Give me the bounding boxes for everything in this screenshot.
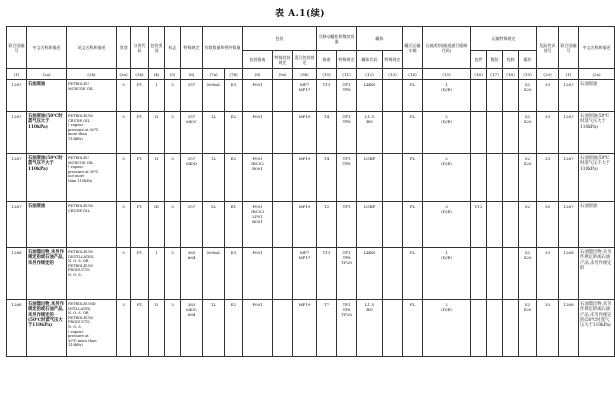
header-vehicle: 罐式运输车辆 [403,27,423,69]
header-hazard-id: 危险性识别号 [537,27,559,69]
column-code: (3a) [117,69,131,80]
en-name-cell: PETROLEUM DISTILLATES, N. O. S. OR PETROLEUM PRODUCTS, N. O. S. [67,248,117,300]
cn-name-cell: 石油原油 [27,80,67,112]
sp-packages-cell [471,154,487,202]
table-row [7,300,615,357]
packing-instruction-cell: P001 [243,248,273,300]
portable-tank-instruction-cell: T4 [317,154,337,202]
sp-loading-cell [503,248,519,300]
classification-code-cell: F1 [131,80,149,112]
column-code: (12) [357,69,383,80]
packing-group-cell: III [149,202,165,248]
sp-loading-cell [503,300,519,357]
mixed-packing-cell: MP19 [293,202,317,248]
sp-packages-cell [471,248,487,300]
special-provisions-cell: 357 [181,202,203,248]
vehicle-cell: FL [403,154,423,202]
table-row [7,154,615,202]
table-row [7,112,615,154]
portable-tank-special-cell: TP1 TP8 [337,112,357,154]
tank-code-cell: L1.5 BN [357,300,383,357]
header-tank-special: 特殊规定 [383,51,403,69]
column-code: (8) [243,69,273,80]
column-code: (6) [181,69,203,80]
header-sp-loading: 装卸 [503,51,519,69]
un-no-cell: 1268 [7,248,27,300]
cn-name-right-cell: 石油原油 [579,202,615,248]
sp-loading-cell [503,202,519,248]
un-no-cell: 1267 [7,80,27,112]
cn-name-cell: 石油原油 [27,202,67,248]
un-no-right-cell: 1267 [559,112,579,154]
un-no-cell: 1267 [7,202,27,248]
packing-group-cell: II [149,300,165,357]
header-transport-category: 运输类别(隧道通行限制代码) [423,27,471,69]
tank-code-cell: L4BN [357,248,383,300]
mixed-packing-cell: MP19 [293,154,317,202]
portable-tank-special-cell: TP1 [337,202,357,248]
header-en-name: 英文名称和描述 [67,27,117,69]
header-packaging: 包装 [243,27,317,51]
column-code: (14) [403,69,423,80]
column-code: (18) [503,69,519,80]
en-name-cell: PETROLEUM CRUDE OIL [67,202,117,248]
header-sp-bulk: 散装 [487,51,503,69]
un-no-right-cell: 1268 [559,248,579,300]
cn-name-right-cell: 石油馏出物,未另作规定的或石油产品,未另作规定的 [579,248,615,300]
column-code: (1) [559,69,579,80]
un-no-right-cell: 1267 [559,80,579,112]
label-cell: 3 [165,300,181,357]
excepted-quantity-cell: E2 [225,300,243,357]
transport-category-cell: 1 (D/E) [423,248,471,300]
label-cell: 3 [165,248,181,300]
table-row [7,248,615,300]
cn-name-cell: 石油原油(50℃时蒸气压大于110kPa) [27,112,67,154]
sp-loading-cell [503,112,519,154]
special-provisions-cell: 363 640C 664 [181,300,203,357]
un-no-cell: 1267 [7,154,27,202]
special-provisions-cell: 357 640C [181,112,203,154]
sp-loading-cell [503,154,519,202]
limited-quantity-cell: 500mL [203,248,225,300]
hazard-id-cell: 33 [537,300,559,357]
un-no-right-cell: 1267 [559,154,579,202]
column-code: (11) [337,69,357,80]
header-class: 类别 [117,27,131,69]
hazard-id-cell: 30 [537,202,559,248]
portable-tank-instruction-cell: T7 [317,300,337,357]
class-cell: 3 [117,300,131,357]
special-provisions-cell: 357 [181,80,203,112]
sp-packages-cell [471,112,487,154]
transport-category-cell: 1 (D/E) [423,80,471,112]
tank-special-cell [383,154,403,202]
table-title: 表 A.1(续) [274,9,326,19]
hazard-id-cell: 33 [537,112,559,154]
header-pack-special: 特殊包装规定 [273,51,293,69]
un-no-right-cell: 1267 [559,202,579,248]
column-code: (2a) [27,69,67,80]
un-no-cell: 1268 [7,300,27,357]
column-code: (2a) [579,69,615,80]
portable-tank-instruction-cell: T4 [317,112,337,154]
header-classification-code: 分类代码 [131,27,149,69]
header-sp-operation: 操作 [519,51,537,69]
classification-code-cell: F1 [131,300,149,357]
dangerous-goods-table [6,26,615,357]
tank-special-cell [383,300,403,357]
sp-operation-cell: S2 S20 [519,248,537,300]
column-code: (19) [519,69,537,80]
un-no-cell: 1267 [7,112,27,154]
column-code: (16) [471,69,487,80]
column-code: (15) [423,69,471,80]
packing-group-cell: II [149,154,165,202]
packing-instruction-cell: P001 [243,80,273,112]
mixed-packing-cell: MP7 MP17 [293,248,317,300]
en-name-cell: PETROLEU MCRUDE OIL [67,80,117,112]
table-row [7,202,615,248]
tank-special-cell [383,248,403,300]
column-code: (20) [537,69,559,80]
cn-name-right-cell: 石油原油(50℃时蒸气压大于110kPa) [579,112,615,154]
sp-operation-cell: S2 S20 [519,112,537,154]
excepted-quantity-cell: E3 [225,248,243,300]
un-no-right-cell: 1268 [559,300,579,357]
tank-code-cell: LGBF [357,154,383,202]
vehicle-cell: FL [403,112,423,154]
classification-code-cell: F1 [131,154,149,202]
transport-category-cell: 2 (D/E) [423,300,471,357]
header-un-no: 联合国编号 [7,27,27,69]
header-special-transport: 运输特殊规定 [471,27,537,51]
cn-name-cell: 石油馏出物,未另作规定的或石油产品,未另作规定的(50℃时蒸气压大于110kPa) [27,300,67,357]
sp-bulk-cell [487,112,503,154]
transport-category-cell: 3 (D/E) [423,202,471,248]
column-code: (9b) [293,69,317,80]
special-packing-cell [273,80,293,112]
vehicle-cell: FL [403,300,423,357]
excepted-quantity-cell: E2 [225,112,243,154]
portable-tank-instruction-cell: T11 [317,248,337,300]
packing-instruction-cell: P001 [243,112,273,154]
cn-name-cell: 石油原油(50℃时蒸气压不大于110kPa) [27,154,67,202]
column-code: (2b) [67,69,117,80]
hazard-id-cell: 33 [537,154,559,202]
sp-packages-cell [471,300,487,357]
packing-instruction-cell: P001 [243,300,273,357]
special-packing-cell [273,154,293,202]
hazard-id-cell: 33 [537,248,559,300]
en-name-cell: PETROLEU MCRUDE OIL ( vapour pressure at 50℃ not more than 110kPa) [67,154,117,202]
column-code: (10) [317,69,337,80]
sp-bulk-cell [487,202,503,248]
portable-tank-special-cell: TP1 TP8 [337,80,357,112]
limited-quantity-cell: 1L [203,300,225,357]
limited-quantity-cell: 1L [203,112,225,154]
column-code-row [7,69,615,80]
hazard-id-cell: 33 [537,80,559,112]
label-cell: 3 [165,154,181,202]
tank-special-cell [383,112,403,154]
column-code: (7b) [225,69,243,80]
label-cell: 3 [165,80,181,112]
special-provisions-cell: 357 640D [181,154,203,202]
header-tank-code: 罐体代码 [357,51,383,69]
header-special-provisions: 特殊规定 [181,27,203,69]
table-body [7,80,615,357]
packing-instruction-cell: P001 IBC03 LP01 R001 [243,202,273,248]
special-packing-cell [273,300,293,357]
header-portable-tanks: 可移动罐柜和散装容器 [317,27,357,51]
tank-code-cell: L4BN [357,80,383,112]
header-limited-excepted: 有限数量和例外数量 [203,27,243,69]
header-pt-instructions: 指南 [317,51,337,69]
class-cell: 3 [117,80,131,112]
limited-quantity-cell: 5L [203,202,225,248]
sp-loading-cell [503,80,519,112]
portable-tank-instruction-cell: T2 [317,202,337,248]
classification-code-cell: F1 [131,248,149,300]
column-code: (7a) [203,69,225,80]
transport-category-cell: 2 (D/E) [423,112,471,154]
vehicle-cell: FL [403,80,423,112]
portable-tank-special-cell: TP1 TP8 TP28 [337,248,357,300]
column-code: (17) [487,69,503,80]
label-cell: 3 [165,202,181,248]
tank-code-cell: L1.5 BN [357,112,383,154]
transport-category-cell: 2 (D/E) [423,154,471,202]
sp-packages-cell [471,80,487,112]
header-sp-packages: 包件 [471,51,487,69]
header-un-no-right: 联合国编号 [559,27,579,69]
class-cell: 3 [117,154,131,202]
column-code: (13) [383,69,403,80]
column-code: (1) [7,69,27,80]
header-mixed-packing: 混合包装规定 [293,51,317,69]
excepted-quantity-cell: E1 [225,202,243,248]
header-labels: 标志 [165,27,181,69]
column-code: (5) [165,69,181,80]
mixed-packing-cell: MP19 [293,112,317,154]
table-row [7,80,615,112]
portable-tank-special-cell: TP1 TP8 [337,154,357,202]
limited-quantity-cell: 1L [203,154,225,202]
sp-operation-cell: S2 S20 [519,80,537,112]
mixed-packing-cell: MP19 [293,300,317,357]
portable-tank-special-cell: TP1 TP8 TP28 [337,300,357,357]
sp-operation-cell: S2 S20 [519,154,537,202]
en-name-cell: PETROLEUM CRUDE OIL ( vapour pressure at 50℃ more than 110kPa) [67,112,117,154]
cn-name-right-cell: 石油馏出物,未另作规定的或石油产品,未另作规定的(50℃时蒸气压大于110kPa) [579,300,615,357]
classification-code-cell: F1 [131,202,149,248]
column-code: (4) [149,69,165,80]
column-code: (9a) [273,69,293,80]
tank-special-cell [383,202,403,248]
cn-name-right-cell: 石油原油 [579,80,615,112]
cn-name-cell: 石油馏出物,未另作规定的或石油产品,未另作规定的 [27,248,67,300]
label-cell: 3 [165,112,181,154]
header-tanks: 罐体 [357,27,403,51]
mixed-packing-cell: MP7 MP17 [293,80,317,112]
sp-bulk-cell [487,80,503,112]
special-packing-cell [273,112,293,154]
packing-group-cell: I [149,248,165,300]
special-packing-cell [273,248,293,300]
cn-name-right-cell: 石油原油(50℃时蒸气压不大于110kPa) [579,154,615,202]
header-pack-instructions: 包装指南 [243,51,273,69]
column-code: (3b) [131,69,149,80]
limited-quantity-cell: 500mL [203,80,225,112]
vehicle-cell: FL [403,248,423,300]
sp-operation-cell: S2 [519,202,537,248]
packing-group-cell: I [149,80,165,112]
sp-operation-cell: S2 S20 [519,300,537,357]
classification-code-cell: F1 [131,112,149,154]
packing-instruction-cell: P001 IBC02 R001 [243,154,273,202]
class-cell: 3 [117,202,131,248]
sp-packages-cell: V12 [471,202,487,248]
vehicle-cell: FL [403,202,423,248]
tank-special-cell [383,80,403,112]
class-cell: 3 [117,248,131,300]
header-packing-group: 包装类别 [149,27,165,69]
excepted-quantity-cell: E2 [225,154,243,202]
en-name-cell: PETROLEUMD ISTILLATES, N. O. S. OR PETROLEUM PRODUCTS, N. O. S. ( vapour pressure at 50℃ more than 110kPa) [67,300,117,357]
sp-bulk-cell [487,154,503,202]
excepted-quantity-cell: E3 [225,80,243,112]
special-packing-cell [273,202,293,248]
tank-code-cell: LGBF [357,202,383,248]
header-cn-name-right: 中文名称和描述 [579,27,615,69]
sp-bulk-cell [487,300,503,357]
header-cn-name: 中文名称和描述 [27,27,67,69]
header-pt-special: 特殊规定 [337,51,357,69]
packing-group-cell: II [149,112,165,154]
special-provisions-cell: 363 664 [181,248,203,300]
sp-bulk-cell [487,248,503,300]
portable-tank-instruction-cell: T11 [317,80,337,112]
class-cell: 3 [117,112,131,154]
